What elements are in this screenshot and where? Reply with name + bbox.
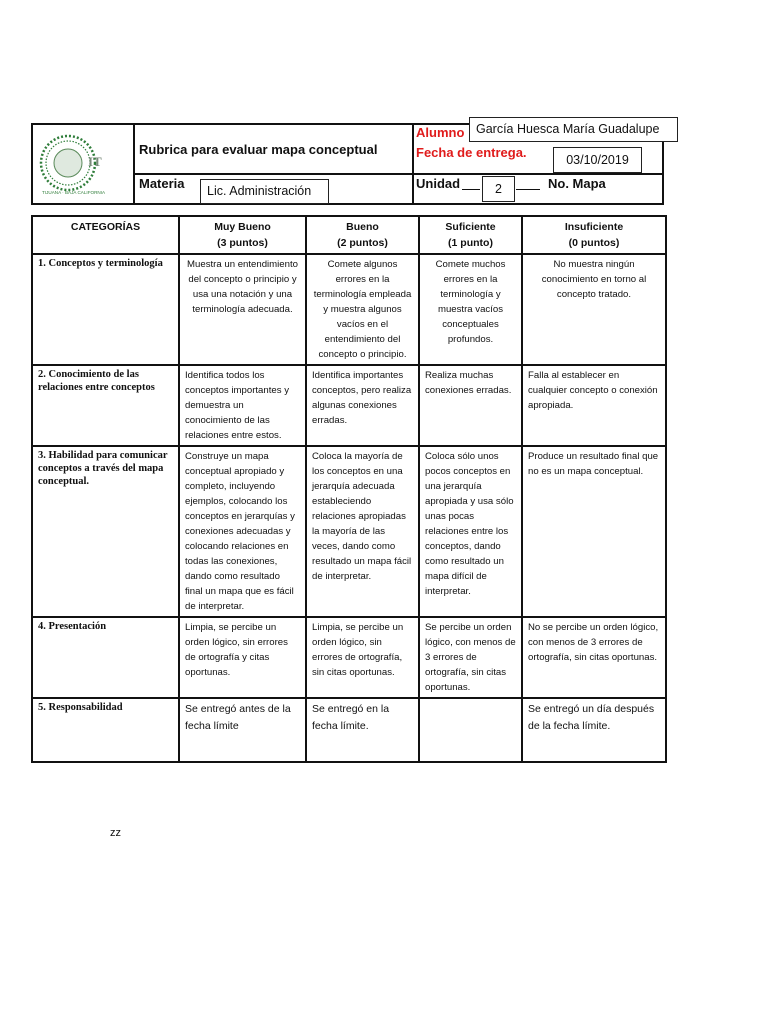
category-cell: 4. Presentación xyxy=(32,617,179,698)
table-row xyxy=(32,617,666,698)
table-cell: Muestra un entendimiento del concepto o principio y usa una notación y una terminología adecuada. xyxy=(179,254,306,365)
logo-ring-text: TIJUANA · BAJA CALIFORNIA xyxy=(42,190,106,195)
category-cell: 1. Conceptos y terminología xyxy=(32,254,179,365)
table-row xyxy=(32,698,666,762)
table-cell: Se entregó un día después de la fecha límite. xyxy=(522,698,666,762)
header-cell: Muy Bueno (3 puntos) xyxy=(179,216,306,254)
table-cell: Limpia, se percibe un orden lógico, sin errores de ortografía y citas oportunas. xyxy=(179,617,306,698)
table-cell: Construye un mapa conceptual apropiado y completo, incluyendo ejemplos, colocando los conceptos en jerarquías y conexiones adecuadas y colocando relaciones en todas las conexiones, dando como resultado final un mapa que es fácil de interpretar. xyxy=(179,446,306,617)
unidad-field[interactable]: 2 xyxy=(482,176,515,202)
table-cell: Coloca sólo unos pocos conceptos en una jerarquía apropiada y usa sólo unas pocas relaciones entre los conceptos, dando como resultado un mapa difícil de interpretar. xyxy=(419,446,522,617)
header-cell: Bueno (2 puntos) xyxy=(306,216,419,254)
table-cell: Realiza muchas conexiones erradas. xyxy=(419,365,522,446)
unidad-label: Unidad xyxy=(416,176,461,191)
table-cell xyxy=(419,698,522,762)
no-mapa-label: No. Mapa xyxy=(548,176,606,191)
table-row xyxy=(32,446,666,617)
unidad-underline-left xyxy=(462,189,480,190)
table-cell: Se entregó antes de la fecha límite xyxy=(179,698,306,762)
footer-text: zz xyxy=(110,827,121,839)
alumno-field[interactable]: García Huesca María Guadalupe xyxy=(469,117,678,142)
table-cell: No muestra ningún conocimiento en torno al concepto tratado. xyxy=(522,254,666,365)
rubric-table xyxy=(31,215,667,763)
table-cell: Comete algunos errores en la terminología empleada y muestra algunos vacíos en el entendimiento del concepto o principio. xyxy=(306,254,419,365)
page-title: Rubrica para evaluar mapa conceptual xyxy=(139,142,378,157)
category-cell: 3. Habilidad para comunicar conceptos a través del mapa conceptual. xyxy=(32,446,179,617)
unidad-underline-right xyxy=(516,189,540,190)
materia-field[interactable]: Lic. Administración xyxy=(200,179,329,204)
table-cell: Produce un resultado final que no es un mapa conceptual. xyxy=(522,446,666,617)
fecha-label: Fecha de entrega. xyxy=(416,145,527,160)
logo-ring-icon xyxy=(41,136,95,190)
header-cell: Insuficiente (0 puntos) xyxy=(522,216,666,254)
table-row xyxy=(32,254,666,365)
category-cell: 2. Conocimiento de las relaciones entre conceptos xyxy=(32,365,179,446)
materia-label: Materia xyxy=(139,176,185,191)
table-cell: Identifica importantes conceptos, pero realiza algunas conexiones erradas. xyxy=(306,365,419,446)
alumno-label: Alumno xyxy=(416,125,465,140)
table-cell: Comete muchos errores en la terminología y muestra vacíos conceptuales profundos. xyxy=(419,254,522,365)
table-cell: Se percibe un orden lógico, con menos de 3 errores de ortografía, sin citas oportunas. xyxy=(419,617,522,698)
header-divider xyxy=(412,123,414,205)
category-cell: 5. Responsabilidad xyxy=(32,698,179,762)
table-cell: Falla al establecer en cualquier concepto o conexión apropiada. xyxy=(522,365,666,446)
institution-logo xyxy=(38,128,112,198)
header-cell: CATEGORÍAS xyxy=(32,216,179,254)
table-cell: Coloca la mayoría de los conceptos en una jerarquía adecuada estableciendo relaciones apropiadas la mayoría de las veces, dando como resultado un mapa fácil de interpretar. xyxy=(306,446,419,617)
table-cell: Limpia, se percibe un orden lógico, sin errores de ortografía, sin citas oportunas. xyxy=(306,617,419,698)
table-header-row xyxy=(32,216,666,254)
fecha-field[interactable]: 03/10/2019 xyxy=(553,147,642,173)
table-cell: Se entregó en la fecha límite. xyxy=(306,698,419,762)
table-cell: Identifica todos los conceptos importantes y demuestra un conocimiento de las relaciones entre estos. xyxy=(179,365,306,446)
header-cell: Suficiente (1 punto) xyxy=(419,216,522,254)
logo-mark-text: IT xyxy=(88,154,102,169)
header-row-divider xyxy=(135,173,664,175)
table-cell: No se percibe un orden lógico, con menos de 3 errores de ortografía, sin citas oportunas. xyxy=(522,617,666,698)
table-row xyxy=(32,365,666,446)
